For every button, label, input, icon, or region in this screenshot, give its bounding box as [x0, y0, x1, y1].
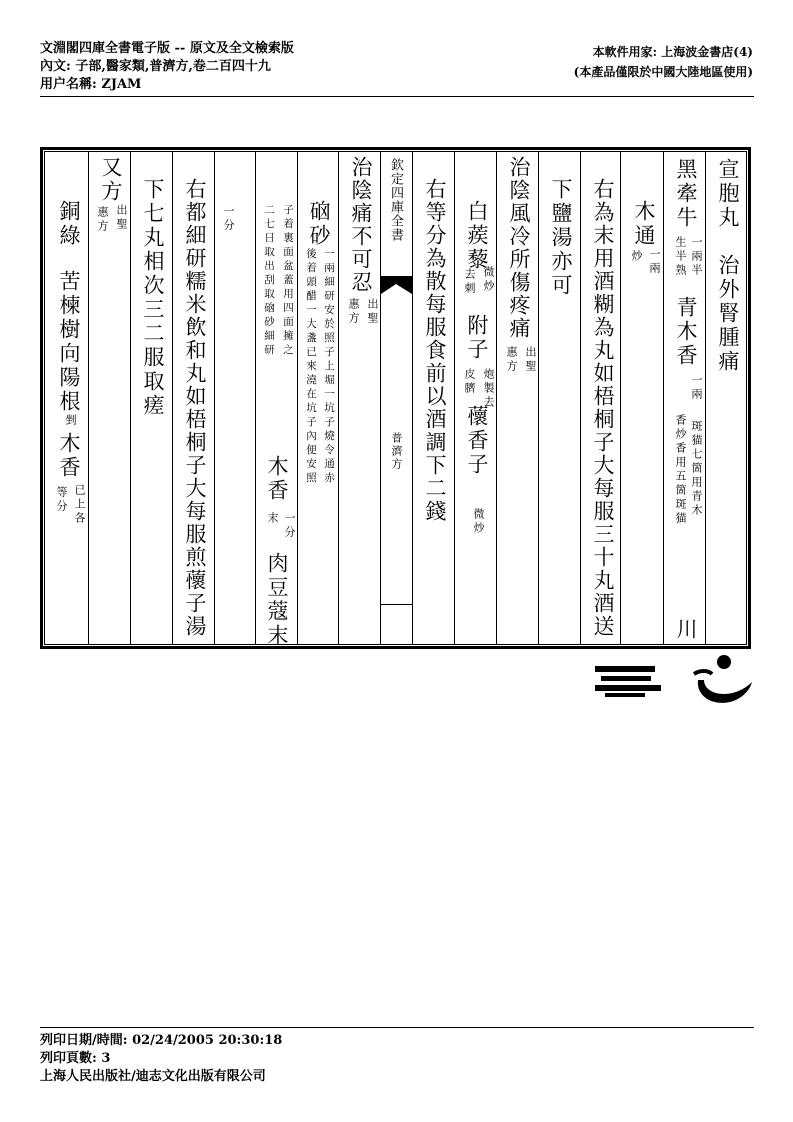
note-15-3: 等分 — [55, 486, 68, 514]
note-7-3: 炮製去 — [482, 368, 495, 410]
note-2-2: 生半熟 — [674, 236, 687, 278]
note-10-1: 一兩細研安於照子上堀一坑子燒令通赤 — [323, 248, 335, 486]
note-7-5: 微炒 — [472, 508, 485, 536]
note-7-4: 皮臍 — [463, 368, 476, 396]
note-6-2: 惠方 — [505, 346, 518, 374]
note-2-1: 一兩半 — [690, 236, 703, 278]
text-column-7-a: 白蒺藜 — [465, 200, 489, 272]
note-14-1: 出聖 — [115, 204, 128, 232]
note-14-2: 惠方 — [96, 206, 109, 234]
text-column-15-d: 木香 — [57, 432, 81, 480]
note-10-3: 子着裏面盆蓋用四面擁之 — [282, 204, 294, 358]
note-10-4: 二七日取出刮取硇砂細研 — [263, 204, 275, 358]
note-2-3: 一兩 — [690, 374, 703, 402]
text-column-14-a: 又方 — [99, 156, 123, 204]
text-column-12: 右都細研糯米飲和丸如梧桐子大每服煎蘹子湯 — [183, 178, 207, 638]
center-strip-top: 欽定四庫全書 — [388, 158, 403, 242]
column-divider — [380, 151, 381, 645]
text-column-7-c: 附子 — [465, 314, 489, 362]
column-divider — [88, 151, 89, 645]
text-column-10-a: 硇砂 — [307, 200, 331, 248]
publisher-logo-bars — [595, 664, 665, 698]
header-rule — [40, 96, 754, 97]
column-divider — [338, 151, 339, 645]
note-10-5: 一分 — [283, 512, 296, 540]
column-divider — [705, 151, 706, 645]
note-11: 一分 — [222, 205, 235, 233]
text-column-1: 宣胞丸 治外腎腫痛 — [716, 158, 740, 374]
text-column-2-e: 川 — [674, 618, 698, 642]
text-column-10-e: 肉豆蔻末 — [265, 552, 289, 648]
text-column-4: 右為末用酒糊為丸如梧桐子大每服三十丸酒送 — [591, 178, 615, 638]
header-content-path: 內文: 子部,醫家類,普濟方,卷二百四十九 — [40, 59, 271, 74]
column-divider — [620, 151, 621, 645]
note-9-1: 出聖 — [366, 298, 379, 326]
footer-publisher: 上海人民出版社/迪志文化出版有限公司 — [40, 1069, 266, 1084]
header-title: 文淵閣四庫全書電子版 -- 原文及全文檢索版 — [40, 41, 294, 56]
text-column-7-e: 蘹香子 — [465, 405, 489, 477]
column-divider — [496, 151, 497, 645]
note-6-1: 出聖 — [524, 346, 537, 374]
note-7-2: 去刺 — [463, 268, 476, 296]
footer-rule — [40, 1027, 754, 1028]
fishtail-mark — [381, 276, 412, 294]
note-9-2: 惠方 — [347, 298, 360, 326]
footer-page-count: 列印頁數: 3 — [40, 1051, 111, 1066]
column-divider — [580, 151, 581, 645]
text-column-15-a: 銅綠 — [57, 200, 81, 248]
column-divider — [214, 151, 215, 645]
column-divider — [130, 151, 131, 645]
text-column-6-a: 治陰風冷所傷疼痛 — [507, 156, 531, 340]
header-left — [40, 40, 294, 94]
column-divider — [255, 151, 256, 645]
note-3-1: 一兩 — [648, 248, 661, 276]
note-10-6: 末 — [266, 512, 279, 526]
note-15-2: 已上各 — [73, 484, 86, 526]
header-region-note: (本產品僅限於中國大陸地區使用) — [573, 65, 753, 79]
center-strip-rule — [381, 604, 412, 605]
column-divider — [412, 151, 413, 645]
publisher-logo-swirl — [690, 652, 756, 708]
note-7-1: 微炒 — [482, 266, 495, 294]
note-15-1: 剉 — [64, 414, 77, 428]
column-divider — [538, 151, 539, 645]
column-divider — [297, 151, 298, 645]
text-column-10-c: 木香 — [265, 455, 289, 503]
header-licensee: 本軟件用家: 上海波金書店(4) — [592, 45, 753, 59]
footer — [40, 1032, 282, 1086]
header-right — [574, 42, 753, 82]
note-2-5: 香炒香用五箇斑猫 — [674, 414, 687, 526]
text-column-8: 右等分為散每服食前以酒調下二錢 — [423, 178, 447, 523]
text-column-2-a: 黑牽牛 — [674, 158, 698, 230]
text-column-5: 下鹽湯亦可 — [549, 178, 573, 298]
text-column-15-b: 苦楝樹向陽根 — [57, 270, 81, 414]
note-2-4: 斑猫七箇用青木 — [690, 420, 703, 518]
note-10-2: 後着頭醋一大盞已來澆在坑子內便安照 — [305, 248, 317, 486]
text-column-2-c: 青木香 — [674, 296, 698, 368]
center-strip-bottom: 普濟方 — [390, 432, 403, 471]
note-3-2: 炒 — [630, 250, 643, 264]
text-column-3-a: 木通 — [632, 200, 656, 248]
column-divider — [663, 151, 664, 645]
header-username: 用户名稱: ZJAM — [40, 77, 142, 92]
column-divider — [172, 151, 173, 645]
text-column-9-a: 治陰痛不可忍 — [349, 156, 373, 294]
text-column-13: 下七丸相次三二服取瘥 — [141, 178, 165, 418]
column-divider — [454, 151, 455, 645]
footer-print-datetime: 列印日期/時間: 02/24/2005 20:30:18 — [40, 1033, 283, 1048]
